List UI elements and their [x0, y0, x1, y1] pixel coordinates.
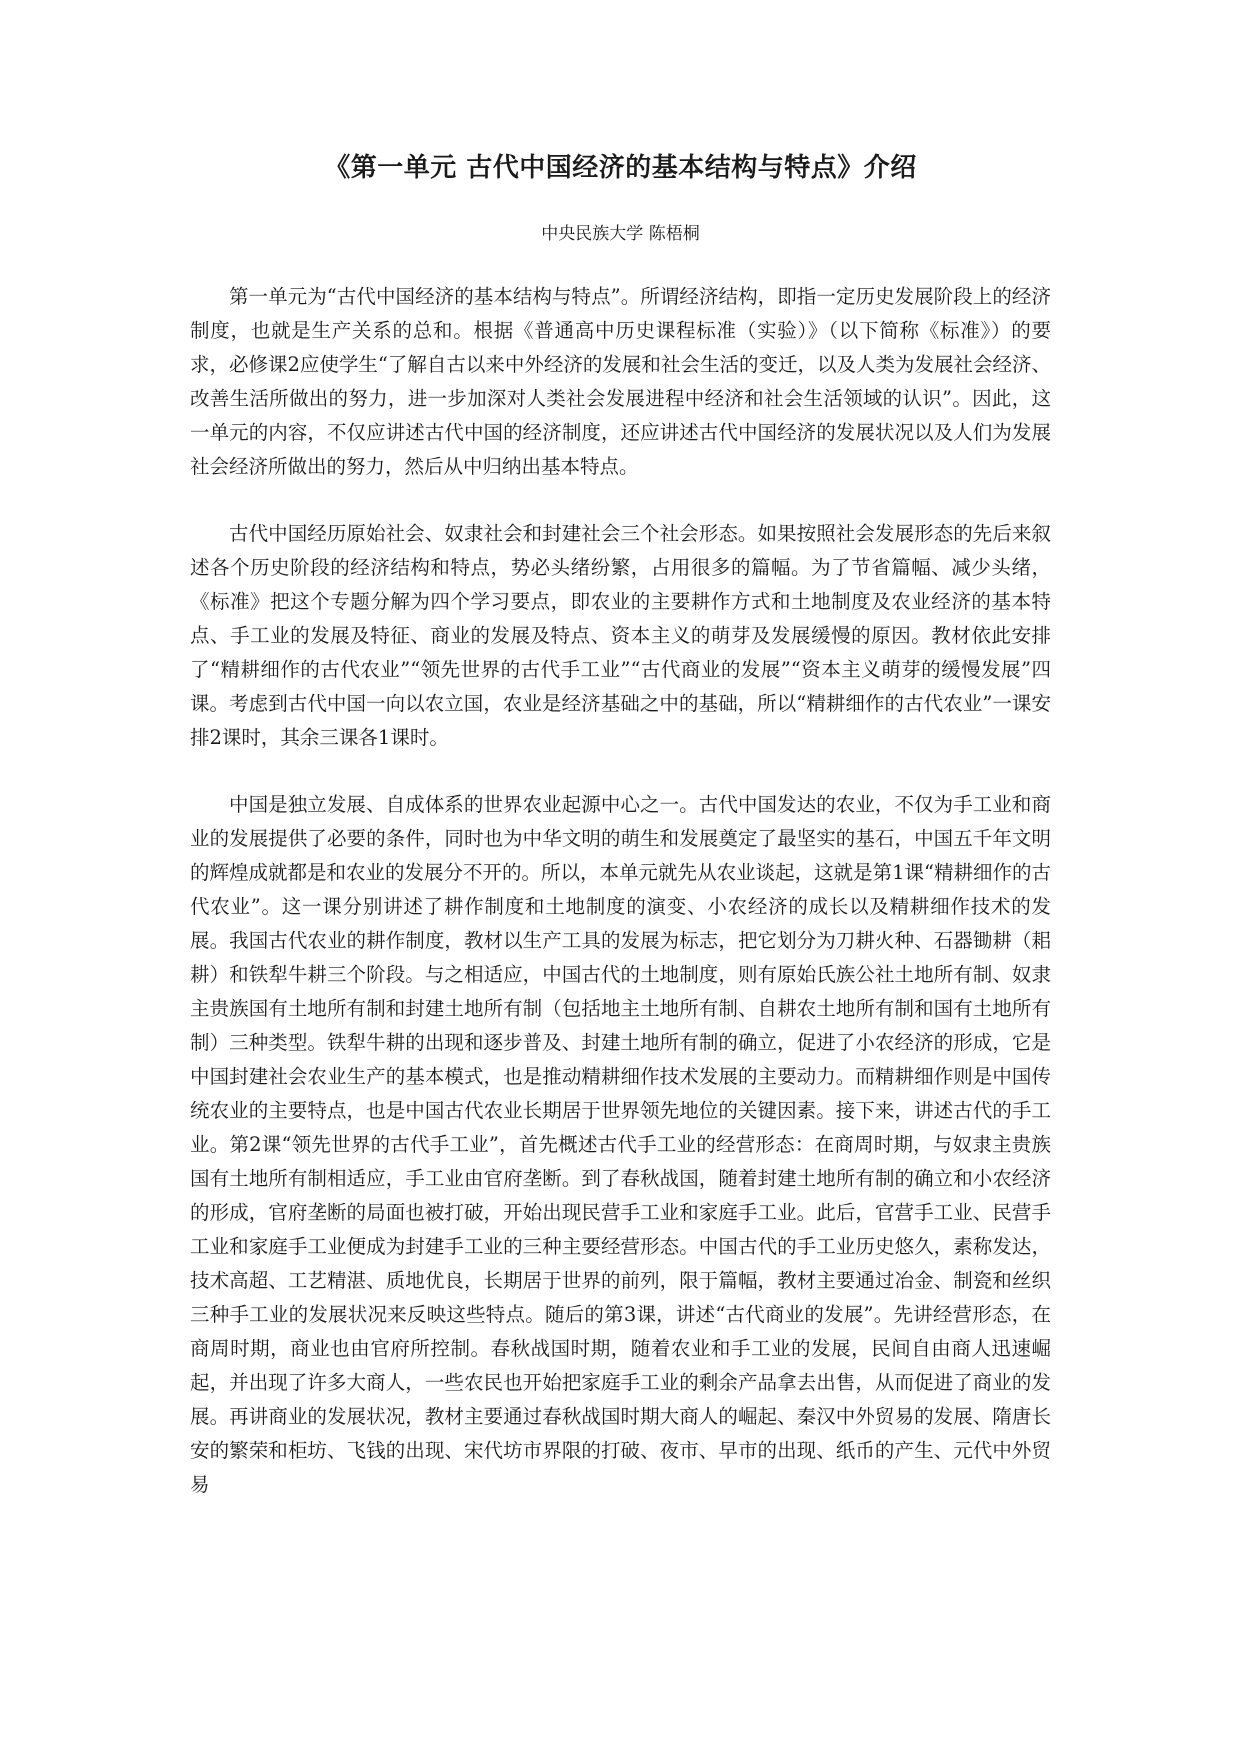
- document-author: 中央民族大学 陈梧桐: [541, 224, 700, 244]
- document-title: 《第一单元 古代中国经济的基本结构与特点》介绍: [324, 153, 917, 183]
- document-body: [190, 280, 1051, 1535]
- paragraph-3: 中国是独立发展、自成体系的世界农业起源中心之一。古代中国发达的农业，不仅为手工业和商业的发展提供了必要的条件，同时也为中华文明的萌生和发展奠定了最坚实的基石，中国五千年文明的辉煌成就都是和农业的发展分不开的。所以，本单元就先从农业谈起，这就是第1课“精耕细作的古代农业”。这一课分别讲述了耕作制度和土地制度的演变、小农经济的成长以及精耕细作技术的发展。我国古代农业的耕作制度，教材以生产工具的发展为标志，把它划分为刀耕火种、石器锄耕（耜耕）和铁犁牛耕三个阶段。与之相适应，中国古代的土地制度，则有原始氏族公社土地所有制、奴隶主贵族国有土地所有制和封建土地所有制（包括地主土地所有制、自耕农土地所有制和国有土地所有制）三种类型。铁犁牛耕的出现和逐步普及、封建土地所有制的确立，促进了小农经济的形成，它是中国封建社会农业生产的基本模式，也是推动精耕细作技术发展的主要动力。而精耕细作则是中国传统农业的主要特点，也是中国古代农业长期居于世界领先地位的关键因素。接下来，讲述古代的手工业。第2课“领先世界的古代手工业”，首先概述古代手工业的经营形态：在商周时期，与奴隶主贵族国有土地所有制相适应，手工业由官府垄断。到了春秋战国，随着封建土地所有制的确立和小农经济的形成，官府垄断的局面也被打破，开始出现民营手工业和家庭手工业。此后，官营手工业、民营手工业和家庭手工业便成为封建手工业的三种主要经营形态。中国古代的手工业历史悠久，素称发达，技术高超、工艺精湛、质地优良，长期居于世界的前列，限于篇幅，教材主要通过冶金、制瓷和丝织三种手工业的发展状况来反映这些特点。随后的第3课，讲述“古代商业的发展”。先讲经营形态，在商周时期，商业也由官府所控制。春秋战国时期，随着农业和手工业的发展，民间自由商人迅速崛起，并出现了许多大商人，一些农民也开始把家庭手工业的剩余产品拿去出售，从而促进了商业的发展。再讲商业的发展状况，教材主要通过春秋战国时期大商人的崛起、秦汉中外贸易的发展、隋唐长安的繁荣和柜坊、飞钱的出现、宋代坊市界限的打破、夜市、早市的出现、纸币的产生、元代中外贸易: [190, 793, 1051, 1496]
- paragraph-2: 古代中国经历原始社会、奴隶社会和封建社会三个社会形态。如果按照社会发展形态的先后来叙述各个历史阶段的经济结构和特点，势必头绪纷繁，占用很多的篇幅。为了节省篇幅、减少头绪，《标准》把这个专题分解为四个学习要点，即农业的主要耕作方式和土地制度及农业经济的基本特点、手工业的发展及特征、商业的发展及特点、资本主义的萌芽及发展缓慢的原因。教材依此安排了“精耕细作的古代农业”“领先世界的古代手工业”“古代商业的发展”“资本主义萌芽的缓慢发展”四课。考虑到古代中国一向以农立国，农业是经济基础之中的基础，所以“精耕细作的古代农业”一课安排2课时，其余三课各1课时。: [190, 522, 1051, 749]
- paragraph-1: 第一单元为“古代中国经济的基本结构与特点”。所谓经济结构，即指一定历史发展阶段上的经济制度，也就是生产关系的总和。根据《普通高中历史课程标准（实验）》（以下简称《标准》）的要求，必修课2应使学生“了解自古以来中外经济的发展和社会生活的变迁，以及人类为发展社会经济、改善生活所做出的努力，进一步加深对人类社会发展进程中经济和社会生活领域的认识”。因此，这一单元的内容，不仅应讲述古代中国的经济制度，还应讲述古代中国经济的发展状况以及人们为发展社会经济所做出的努力，然后从中归纳出基本特点。: [190, 285, 1051, 478]
